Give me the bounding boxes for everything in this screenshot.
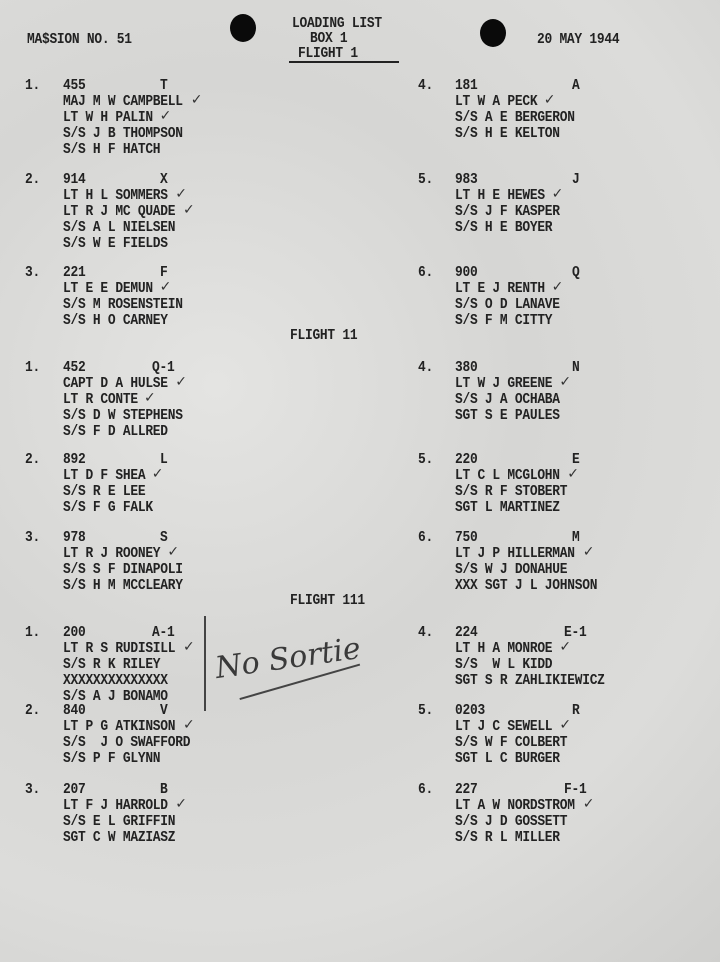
crew-member: SGT L MARTINEZ	[455, 499, 560, 516]
check-mark-icon: ✓	[582, 796, 595, 812]
crew-member: S/S W L KIDD	[455, 656, 553, 673]
crew-member: S/S J O SWAFFORD	[63, 734, 191, 751]
aircraft-number: 978	[63, 529, 86, 546]
crew-member: S/S P F GLYNN	[63, 750, 161, 767]
crew-member: S/S O D LANAVE	[455, 296, 560, 313]
check-mark-icon: ✓	[559, 717, 572, 733]
aircraft-number: 914	[63, 171, 86, 188]
crew-member: LT H A MONROE	[455, 640, 553, 657]
crew-number: 3.	[25, 781, 40, 798]
check-mark-icon: ✓	[183, 717, 195, 733]
crew-member: LT R CONTE	[63, 391, 138, 408]
check-mark-icon: ✓	[183, 639, 195, 655]
crew-member: S/S H F HATCH	[63, 141, 161, 158]
check-mark-icon: ✓	[167, 544, 180, 560]
crew-number: 3.	[25, 529, 40, 546]
aircraft-letter: S	[160, 529, 168, 546]
crew-member: S/S J B THOMPSON	[63, 125, 183, 142]
crew-member: S/S A L NIELSEN	[63, 219, 176, 236]
crew-member: LT E E DEMUN	[63, 280, 153, 297]
aircraft-number: 224	[455, 624, 478, 641]
crew-number: 1.	[25, 77, 40, 94]
aircraft-number: 181	[455, 77, 478, 94]
aircraft-letter: Q	[572, 264, 580, 281]
aircraft-letter: M	[572, 529, 580, 546]
aircraft-number: 452	[63, 359, 86, 376]
crew-member: S/S J F KASPER	[455, 203, 560, 220]
aircraft-number: 840	[63, 702, 86, 719]
check-mark-icon: ✓	[551, 186, 564, 202]
crew-member: LT R S RUDISILL	[63, 640, 176, 657]
aircraft-number: 227	[455, 781, 478, 798]
flight-heading: FLIGHT 1	[298, 45, 358, 62]
crew-member: S/S E L GRIFFIN	[63, 813, 176, 830]
check-mark-icon: ✓	[159, 108, 172, 124]
crew-member: S/S R L MILLER	[455, 829, 560, 846]
crew-number: 5.	[418, 702, 433, 719]
aircraft-letter: E	[572, 451, 580, 468]
crew-member: LT P G ATKINSON	[63, 718, 176, 735]
aircraft-letter: N	[572, 359, 580, 376]
crew-member: LT D F SHEA	[63, 467, 146, 484]
crew-number: 3.	[25, 264, 40, 281]
check-mark-icon: ✓	[183, 202, 195, 218]
crew-member: LT W A PECK	[455, 93, 538, 110]
aircraft-number: 207	[63, 781, 86, 798]
crew-number: 5.	[418, 171, 433, 188]
crew-member: S/S M ROSENSTEIN	[63, 296, 183, 313]
crew-member: S/S W E FIELDS	[63, 235, 168, 252]
crew-number: 2.	[25, 171, 40, 188]
crew-member: S/S W J DONAHUE	[455, 561, 568, 578]
check-mark-icon: ✓	[175, 186, 187, 202]
aircraft-letter: A	[572, 77, 580, 94]
crew-member: S/S H E KELTON	[455, 125, 560, 142]
crew-member: S/S A J BONAMO	[63, 688, 168, 705]
aircraft-letter: F-1	[564, 781, 587, 798]
crew-member: S/S D W STEPHENS	[63, 407, 183, 424]
crew-number: 6.	[418, 781, 433, 798]
crew-number: 2.	[25, 451, 40, 468]
crew-member: LT A W NORDSTROM	[455, 797, 575, 814]
check-mark-icon: ✓	[175, 796, 187, 812]
aircraft-number: 892	[63, 451, 86, 468]
handwritten-no-sortie: No Sortie	[213, 630, 363, 686]
crew-member: LT R J MC QUADE	[63, 203, 176, 220]
flight-heading: FLIGHT 111	[290, 592, 365, 609]
punch-hole-right	[480, 19, 506, 47]
crew-number: 6.	[418, 264, 433, 281]
crew-member: LT H E HEWES	[455, 187, 545, 204]
aircraft-letter: V	[160, 702, 168, 719]
aircraft-letter: E-1	[564, 624, 587, 641]
crew-member: S/S R E LEE	[63, 483, 146, 500]
check-mark-icon: ✓	[190, 92, 203, 108]
crew-member: S/S W F COLBERT	[455, 734, 568, 751]
aircraft-letter: B	[160, 781, 168, 798]
mission-number: MA$SION NO. 51	[27, 31, 132, 48]
crew-member: CAPT D A HULSE	[63, 375, 168, 392]
handwritten-strike-line	[204, 616, 206, 711]
aircraft-number: 380	[455, 359, 478, 376]
aircraft-number: 220	[455, 451, 478, 468]
crew-number: 6.	[418, 529, 433, 546]
crew-member: XXXXXXXXXXXXXX	[63, 672, 168, 689]
aircraft-number: 983	[455, 171, 478, 188]
box-number: BOX 1	[310, 30, 348, 47]
aircraft-number: 221	[63, 264, 86, 281]
check-mark-icon: ✓	[559, 374, 572, 390]
crew-member: LT F J HARROLD	[63, 797, 168, 814]
aircraft-number: 900	[455, 264, 478, 281]
document-date: 20 MAY 1944	[537, 31, 620, 48]
crew-number: 1.	[25, 359, 40, 376]
crew-member: SGT C W MAZIASZ	[63, 829, 176, 846]
punch-hole-left	[230, 14, 256, 42]
crew-member: LT W H PALIN	[63, 109, 153, 126]
crew-member: SGT S E PAULES	[455, 407, 560, 424]
aircraft-letter: L	[160, 451, 168, 468]
check-mark-icon: ✓	[543, 92, 556, 108]
document-title: LOADING LIST	[292, 15, 382, 32]
crew-member: MAJ M W CAMPBELL	[63, 93, 183, 110]
aircraft-number: 750	[455, 529, 478, 546]
crew-member: S/S H E BOYER	[455, 219, 553, 236]
crew-member: LT R J ROONEY	[63, 545, 161, 562]
crew-number: 1.	[25, 624, 40, 641]
crew-number: 4.	[418, 359, 433, 376]
crew-member: S/S J D GOSSETT	[455, 813, 568, 830]
crew-member: LT H L SOMMERS	[63, 187, 168, 204]
crew-member: XXX SGT J L JOHNSON	[455, 577, 598, 594]
check-mark-icon: ✓	[551, 279, 564, 295]
check-mark-icon: ✓	[567, 466, 579, 482]
aircraft-number: 455	[63, 77, 86, 94]
aircraft-letter: T	[160, 77, 168, 94]
crew-member: SGT S R ZAHLIKIEWICZ	[455, 672, 605, 689]
crew-member: LT J P HILLERMAN	[455, 545, 575, 562]
aircraft-letter: A-1	[152, 624, 175, 641]
flight-heading: FLIGHT 11	[290, 327, 358, 344]
check-mark-icon: ✓	[151, 466, 164, 482]
aircraft-number: 0203	[455, 702, 485, 719]
aircraft-letter: Q-1	[152, 359, 175, 376]
aircraft-number: 200	[63, 624, 86, 641]
check-mark-icon: ✓	[159, 279, 172, 295]
crew-number: 4.	[418, 624, 433, 641]
crew-member: S/S R F STOBERT	[455, 483, 568, 500]
crew-member: S/S H O CARNEY	[63, 312, 168, 329]
crew-member: S/S S F DINAPOLI	[63, 561, 183, 578]
check-mark-icon: ✓	[175, 374, 187, 390]
aircraft-letter: X	[160, 171, 168, 188]
crew-member: S/S A E BERGERON	[455, 109, 575, 126]
aircraft-letter: R	[572, 702, 580, 719]
crew-member: S/S F M CITTY	[455, 312, 553, 329]
crew-member: S/S F D ALLRED	[63, 423, 168, 440]
check-mark-icon: ✓	[582, 544, 595, 560]
crew-member: SGT L C BURGER	[455, 750, 560, 767]
crew-member: S/S J A OCHABA	[455, 391, 560, 408]
aircraft-letter: J	[572, 171, 580, 188]
crew-member: LT C L MCGLOHN	[455, 467, 560, 484]
crew-member: S/S R K RILEY	[63, 656, 161, 673]
crew-number: 4.	[418, 77, 433, 94]
crew-number: 5.	[418, 451, 433, 468]
crew-member: LT J C SEWELL	[455, 718, 553, 735]
crew-member: S/S H M MCCLEARY	[63, 577, 183, 594]
crew-number: 2.	[25, 702, 40, 719]
crew-member: LT E J RENTH	[455, 280, 545, 297]
aircraft-letter: F	[160, 264, 168, 281]
crew-member: S/S F G FALK	[63, 499, 153, 516]
check-mark-icon: ✓	[144, 390, 156, 406]
check-mark-icon: ✓	[559, 639, 572, 655]
crew-member: LT W J GREENE	[455, 375, 553, 392]
